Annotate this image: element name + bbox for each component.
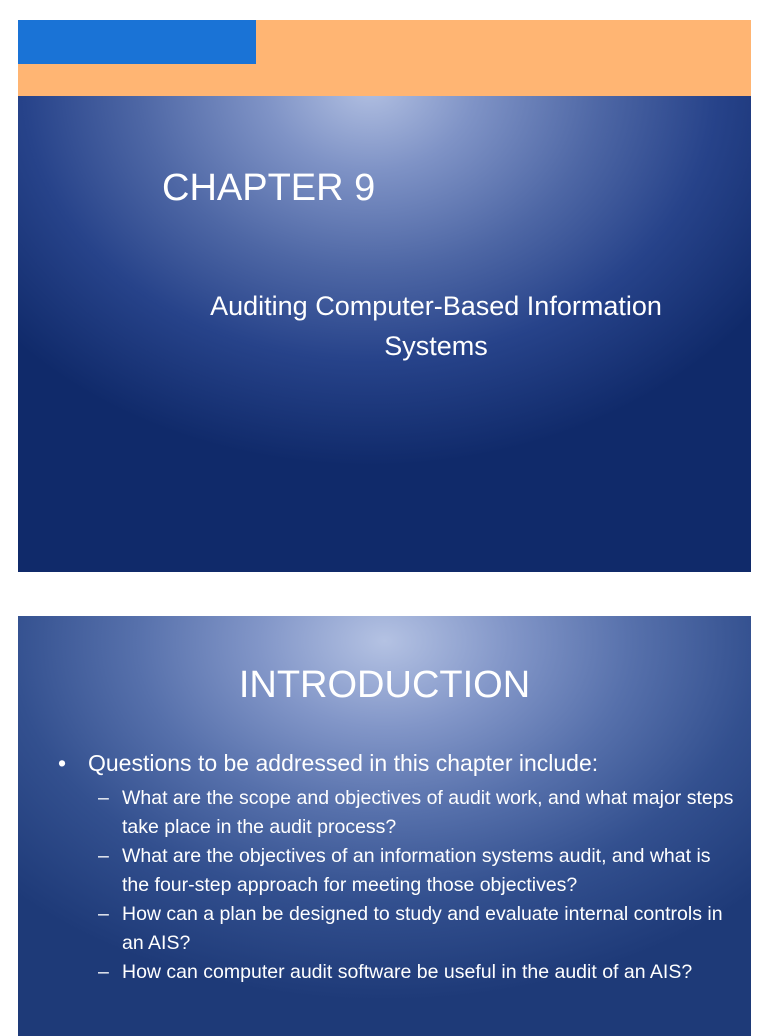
sub-item-text: How can computer audit software be useful in the audit of an AIS? xyxy=(122,961,693,983)
slide-introduction xyxy=(18,616,751,1036)
sub-question-list xyxy=(98,784,738,988)
sub-item-text: How can a plan be designed to study and evaluate internal controls in an AIS? xyxy=(122,903,723,954)
introduction-title: INTRODUCTION xyxy=(238,664,531,706)
list-item xyxy=(98,842,738,899)
dash-icon: – xyxy=(98,845,109,867)
blue-header-band xyxy=(18,20,256,64)
list-item xyxy=(98,900,738,957)
list-item xyxy=(98,958,738,987)
list-item xyxy=(98,784,738,841)
slide-chapter-title xyxy=(18,20,751,572)
dash-icon: – xyxy=(98,961,109,983)
main-bullet-text: Questions to be addressed in this chapter include: xyxy=(88,750,599,776)
main-bullet xyxy=(58,748,598,778)
bullet-icon: • xyxy=(58,750,67,776)
chapter-title: CHAPTER 9 xyxy=(162,167,376,209)
sub-item-text: What are the scope and objectives of audit work, and what major steps take place in the audit process? xyxy=(122,787,734,838)
chapter-subtitle: Auditing Computer-Based Information Systems xyxy=(210,291,662,361)
sub-item-text: What are the objectives of an information systems audit, and what is the four-step approach for meeting those objectives? xyxy=(122,845,711,896)
dash-icon: – xyxy=(98,787,109,809)
dash-icon: – xyxy=(98,903,109,925)
